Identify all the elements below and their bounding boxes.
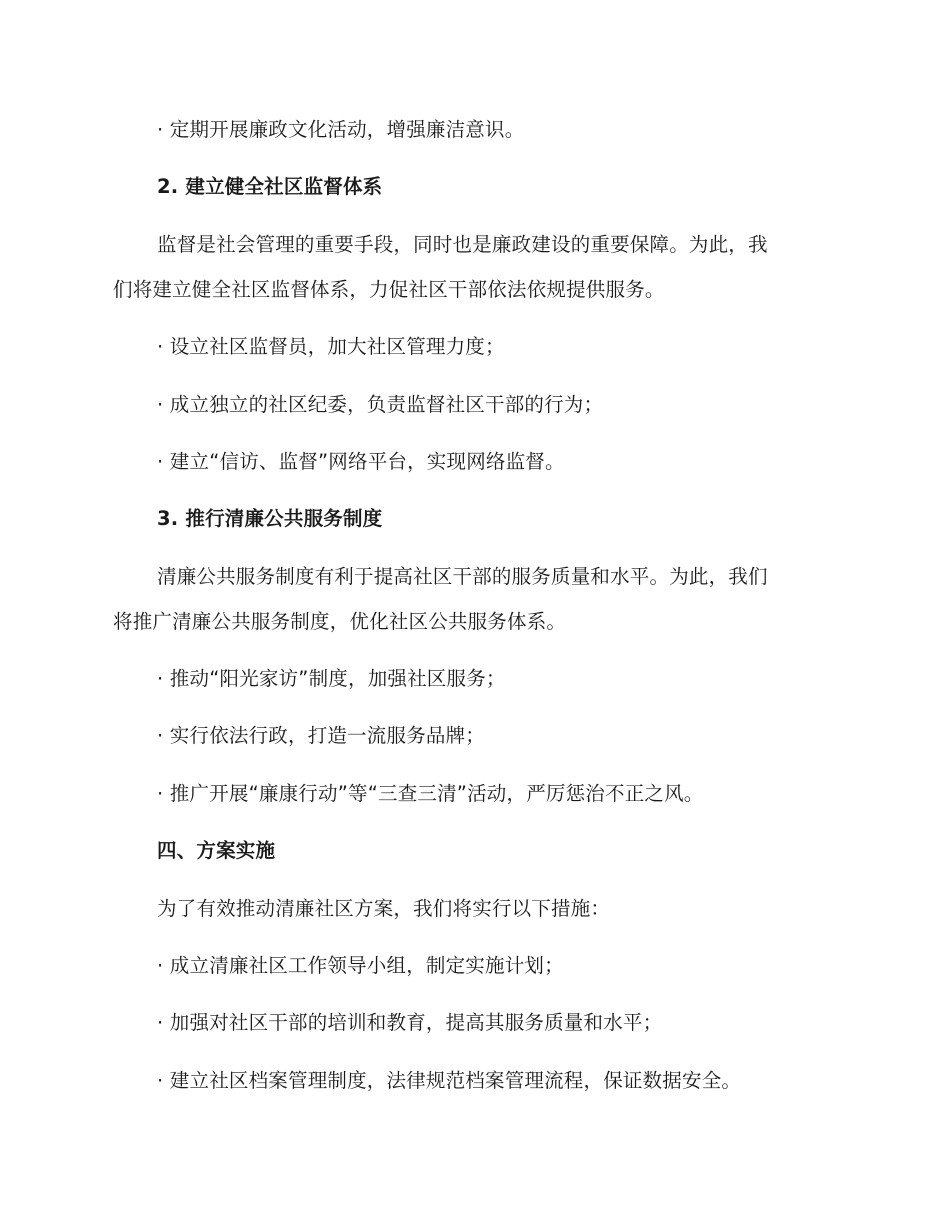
bullet-item: · 成立清廉社区工作领导小组，制定实施计划；	[157, 954, 564, 977]
bullet-item: · 定期开展廉政文化活动，增强廉洁意识。	[157, 118, 525, 141]
paragraph-line: 将推广清廉公共服务制度，优化社区公共服务体系。	[113, 610, 567, 633]
bullet-item: · 建立“信访、监督”网络平台，实现网络监督。	[157, 450, 565, 473]
bullet-item: · 实行依法行政，打造一流服务品牌；	[157, 724, 485, 747]
section-heading: 四、方案实施	[157, 839, 276, 862]
section-heading: 3. 推行清廉公共服务制度	[157, 507, 383, 530]
bullet-item: · 推广开展“廉康行动”等“三查三清”活动，严厉惩治不正之风。	[157, 782, 704, 805]
bullet-item: · 加强对社区干部的培训和教育，提高其服务质量和水平；	[157, 1011, 663, 1034]
paragraph-line: 们将建立健全社区监督体系，力促社区干部依法依规提供服务。	[113, 278, 665, 301]
bullet-item: · 设立社区监督员，加大社区管理力度；	[157, 335, 505, 358]
bullet-item: · 建立社区档案管理制度，法律规范档案管理流程，保证数据安全。	[157, 1069, 742, 1092]
section-heading: 2. 建立健全社区监督体系	[157, 175, 383, 198]
paragraph-line: 监督是社会管理的重要手段，同时也是廉政建设的重要保障。为此，我	[157, 233, 768, 256]
paragraph-line: 清廉公共服务制度有利于提高社区干部的服务质量和水平。为此，我们	[157, 565, 768, 588]
bullet-item: · 推动“阳光家访”制度，加强社区服务；	[157, 667, 506, 690]
bullet-item: · 成立独立的社区纪委，负责监督社区干部的行为；	[157, 393, 604, 416]
paragraph-line: 为了有效推动清廉社区方案，我们将实行以下措施：	[157, 897, 611, 920]
